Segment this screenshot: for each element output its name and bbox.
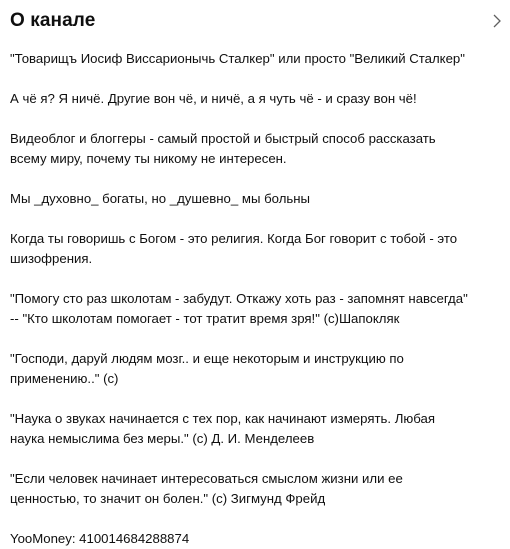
description-paragraph-8: "Наука о звуках начинается с тех пор, как начинают измерять. Любая наука немыслима без меры." (с) Д. И. Менделеев — [10, 411, 435, 446]
description-paragraph-4: Мы _духовно_ богаты, но _душевно_ мы больны — [10, 191, 311, 206]
donation-info: YooMoney: 410014684288874 — [10, 531, 190, 546]
panel-header — [10, 8, 500, 36]
chevron-right-icon[interactable] — [490, 11, 504, 31]
channel-description — [10, 49, 506, 549]
description-paragraph-6: "Помогу сто раз школотам - забудут. Откажу хоть раз - запомнят навсегда" -- "Кто школотам помогает - тот тратит время зря!" (с)Шапокляк — [10, 291, 468, 326]
description-paragraph-3: Видеоблог и блоггеры - самый простой и быстрый способ рассказать всему миру, почему ты никому не интересен. — [10, 131, 436, 166]
description-paragraph-1: "Товарищъ Иосиф Виссарионычь Сталкер" или просто "Великий Сталкер" — [10, 51, 465, 66]
description-paragraph-5: Когда ты говоришь с Богом - это религия. Когда Бог говорит с тобой - это шизофрения. — [10, 231, 458, 266]
description-paragraph-7: "Господи, даруй людям мозг.. и еще некоторым и инструкцию по применению.." (с) — [10, 351, 404, 386]
description-paragraph-2: А чё я? Я ничё. Другие вон чё, и ничё, а я чуть чё - и сразу вон чё! — [10, 91, 417, 106]
panel-title: О канале — [10, 10, 96, 31]
description-paragraph-9: "Если человек начинает интересоваться смыслом жизни или ее ценностью, то значит он болен." (с) Зигмунд Фрейд — [10, 471, 403, 506]
